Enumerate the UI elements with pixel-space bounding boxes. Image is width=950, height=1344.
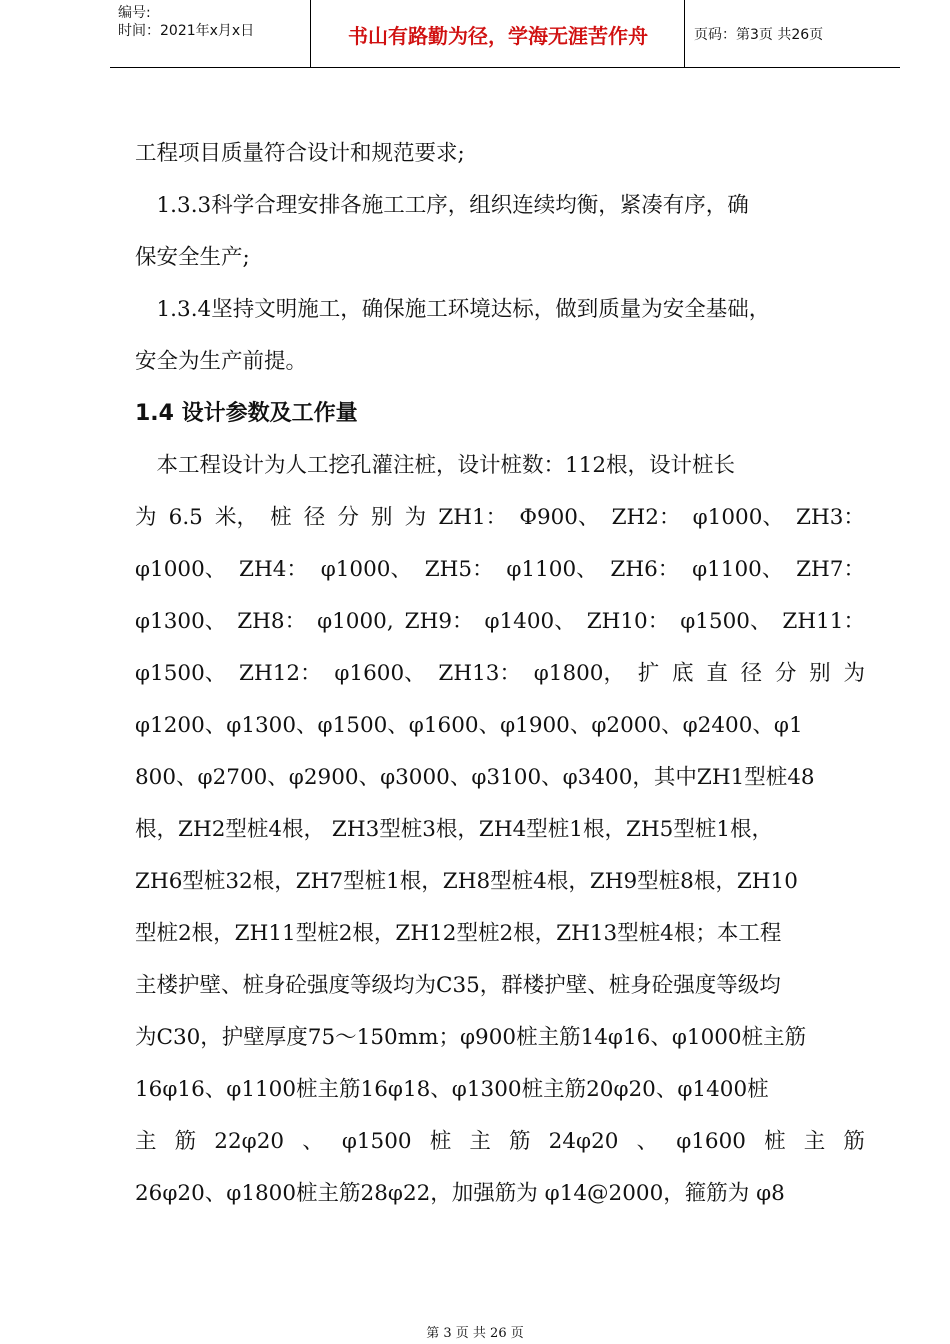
header-meta — [118, 0, 318, 68]
text-segment: 别 — [809, 661, 831, 686]
text-segment: φ1500 — [341, 1129, 412, 1154]
text-line: 型桩2根，ZH11型桩2根，ZH12型桩2根，ZH13型桩4根；本工程 — [135, 921, 782, 946]
text-segment: 22φ20 — [214, 1129, 285, 1154]
text-segment: φ1000、 — [135, 557, 227, 582]
text-segment: 、 — [302, 1129, 324, 1154]
text-segment: 24φ20 — [548, 1129, 619, 1154]
text-segment: ZH10： — [586, 609, 670, 634]
text-segment: 筋 — [843, 1129, 865, 1154]
text-segment: 为 — [843, 661, 865, 686]
text-line: 保安全生产; — [135, 245, 250, 270]
text-segment: φ1600、 — [334, 661, 426, 686]
text-line: 1.3.4坚持文明施工，确保施工环境达标，做到质量为安全基础， — [135, 297, 771, 322]
text-segment: φ1600 — [676, 1129, 746, 1154]
text-line: ZH6型桩32根，ZH7型桩1根，ZH8型桩4根，ZH9型桩8根，ZH10 — [135, 869, 798, 894]
text-segment: 筋 — [509, 1129, 531, 1154]
page-header — [110, 0, 900, 68]
text-line: 本工程设计为人工挖孔灌注桩，设计桩数：112根，设计桩长 — [135, 453, 736, 478]
text-segment: ZH1： — [438, 505, 508, 530]
text-line: 1.3.3科学合理安排各施工工序，组织连续均衡，紧凑有序，确 — [135, 193, 749, 218]
text-line: 800、φ2700、φ2900、φ3000、φ3100、φ3400，其中ZH1型桩48 — [135, 765, 815, 790]
text-segment: 主 — [135, 1129, 157, 1154]
text-segment: ZH6： — [610, 557, 680, 582]
page-footer: 第 3 页 共 26 页 — [426, 1326, 524, 1341]
text-segment: φ1400、 — [484, 609, 576, 634]
header-divider — [310, 0, 311, 68]
header-motto: 书山有路勤为径，学海无涯苦作舟 — [348, 23, 648, 48]
text-segment: ZH5： — [424, 557, 494, 582]
text-segment: 底 — [672, 661, 694, 686]
text-segment: ZH9： — [404, 609, 474, 634]
text-segment: 径 — [303, 505, 326, 530]
text-segment: 扩 — [637, 661, 660, 686]
text-segment: 直 — [706, 661, 728, 686]
header-divider — [684, 0, 685, 68]
text-line: 为C30，护壁厚度75～150mm；φ900桩主筋14φ16、φ1000桩主筋 — [135, 1025, 807, 1050]
text-segment: 米， — [214, 505, 258, 530]
number-label: 编号: — [118, 5, 151, 21]
text-segment: 6.5 — [168, 505, 203, 530]
text-segment: 别 — [371, 505, 393, 530]
text-line: 安全为生产前提。 — [135, 349, 308, 374]
text-line: 16φ16、φ1100桩主筋16φ18、φ1300桩主筋20φ20、φ1400桩 — [135, 1077, 769, 1102]
text-segment: φ1500、 — [680, 609, 772, 634]
time-label: 时间：2021年x月x日 — [118, 23, 255, 39]
text-segment: φ1000、 — [320, 557, 412, 582]
text-segment: 径 — [740, 661, 763, 686]
text-segment: φ1800， — [533, 661, 625, 686]
text-line: 26φ20、φ1800桩主筋28φ22，加强筋为 φ14@2000，箍筋为 φ8 — [135, 1181, 785, 1206]
text-segment: 为 — [404, 505, 427, 530]
text-segment: 桩 — [764, 1129, 786, 1154]
text-segment: ZH8： — [237, 609, 307, 634]
justified-line — [135, 1124, 865, 1160]
text-segment: φ1000, — [317, 609, 394, 634]
text-segment: Φ900、 — [519, 505, 600, 530]
text-segment: φ1300、 — [135, 609, 227, 634]
text-segment: 桩 — [270, 505, 292, 530]
text-segment: 筋 — [174, 1129, 197, 1154]
text-segment: 桩 — [429, 1129, 452, 1154]
text-segment: φ1100、 — [506, 557, 598, 582]
justified-line — [135, 604, 865, 640]
text-segment: 分 — [774, 661, 797, 686]
justified-line — [135, 656, 865, 692]
text-segment: ZH3： — [796, 505, 865, 530]
section-heading: 1.4 设计参数及工作量 — [135, 401, 358, 426]
text-segment: φ1500、 — [135, 661, 227, 686]
text-segment: ZH12： — [239, 661, 322, 686]
text-segment: 为 — [135, 505, 157, 530]
text-segment: 分 — [337, 505, 359, 530]
text-line: 根，ZH2型桩4根， ZH3型桩3根，ZH4型桩1根，ZH5型桩1根， — [135, 817, 774, 842]
text-segment: ZH7： — [796, 557, 865, 582]
text-segment: ZH2： — [611, 505, 681, 530]
justified-line — [135, 552, 865, 588]
justified-line — [135, 500, 865, 536]
text-segment: ZH13： — [438, 661, 521, 686]
text-line: 工程项目质量符合设计和规范要求; — [135, 141, 465, 166]
text-segment: ZH11： — [782, 609, 865, 634]
text-segment: 主 — [469, 1129, 491, 1154]
text-segment: 、 — [636, 1129, 659, 1154]
text-segment: ZH4： — [239, 557, 308, 582]
text-line: φ1200、φ1300、φ1500、φ1600、φ1900、φ2000、φ2400、φ1 — [135, 713, 803, 738]
text-segment: φ1000、 — [692, 505, 784, 530]
text-line: 主楼护壁、桩身砼强度等级均为C35，群楼护壁、桩身砼强度等级均 — [135, 973, 781, 998]
header-page-info: 页码：第3页 共26页 — [694, 27, 824, 43]
text-segment: 主 — [803, 1129, 826, 1154]
text-segment: φ1100、 — [692, 557, 784, 582]
